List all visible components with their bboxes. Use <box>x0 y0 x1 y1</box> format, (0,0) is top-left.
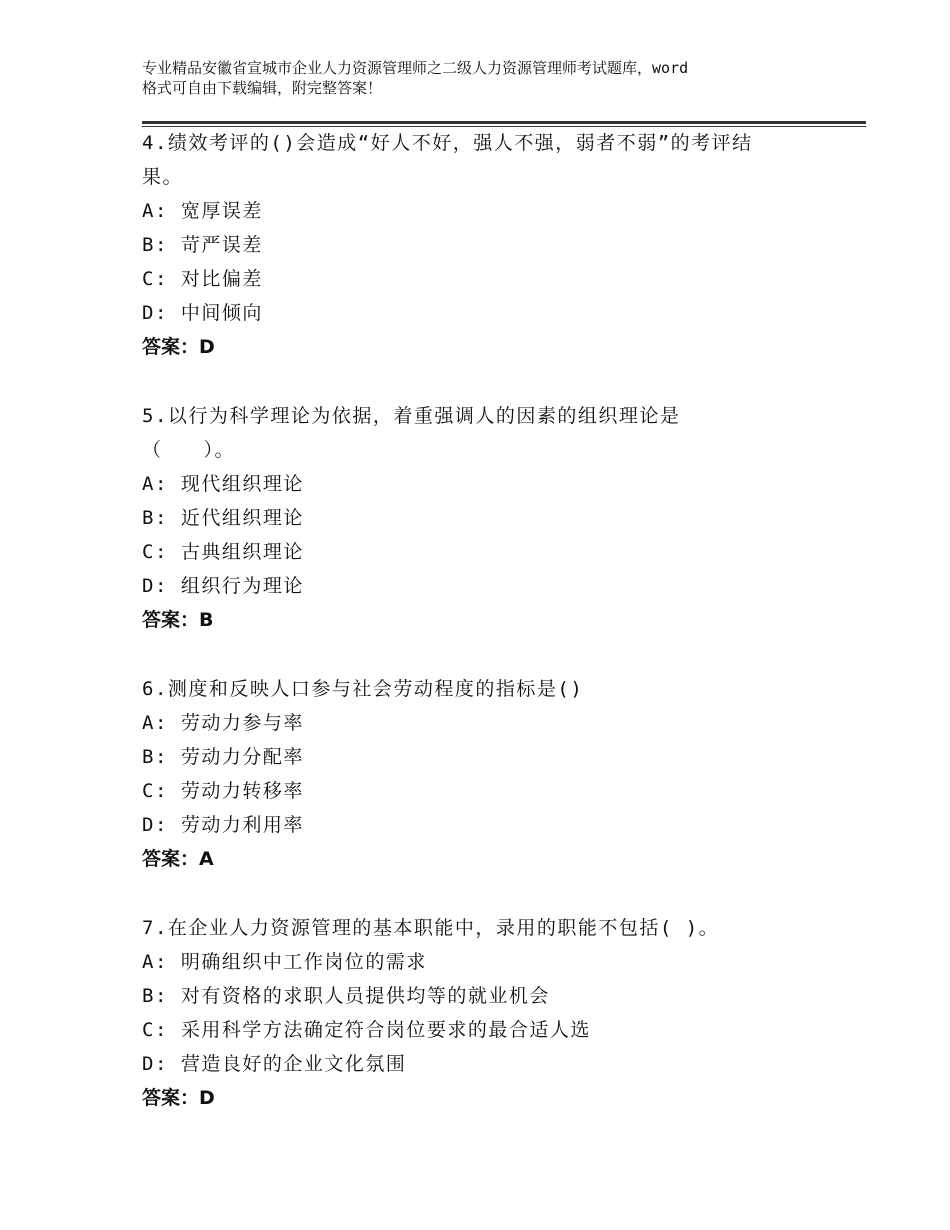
question-stem: 4.绩效考评的()会造成“好人不好，强人不强，弱者不弱”的考评结 <box>142 132 753 154</box>
option-a: A: 劳动力参与率 <box>142 712 304 734</box>
question-6 <box>142 672 822 876</box>
option-d: D: 组织行为理论 <box>142 575 304 597</box>
option-a: A: 现代组织理论 <box>142 473 304 495</box>
option-c: C: 古典组织理论 <box>142 541 304 563</box>
header-line-2: 格式可自由下载编辑，附完整答案！ <box>142 79 383 97</box>
question-4 <box>142 126 822 364</box>
option-c: C: 对比偏差 <box>142 268 263 290</box>
question-stem-continued: （ ）。 <box>142 439 236 461</box>
question-stem: 5.以行为科学理论为依据，着重强调人的因素的组织理论是 <box>142 405 681 427</box>
option-b: B: 对有资格的求职人员提供均等的就业机会 <box>142 985 550 1007</box>
header-rule-thick <box>142 121 866 124</box>
question-7 <box>142 911 822 1115</box>
option-a: A: 宽厚误差 <box>142 200 263 222</box>
answer-label: 答案：A <box>142 848 214 870</box>
option-b: B: 近代组织理论 <box>142 507 304 529</box>
answer-label: 答案：D <box>142 1087 215 1109</box>
answer-label: 答案：D <box>142 336 215 358</box>
question-stem-continued: 果。 <box>142 166 184 188</box>
option-d: D: 营造良好的企业文化氛围 <box>142 1053 407 1075</box>
question-5 <box>142 399 822 637</box>
option-b: B: 苛严误差 <box>142 234 263 256</box>
question-stem: 7.在企业人力资源管理的基本职能中，录用的职能不包括( )。 <box>142 917 720 939</box>
question-stem: 6.测度和反映人口参与社会劳动程度的指标是() <box>142 678 584 700</box>
option-b: B: 劳动力分配率 <box>142 746 304 768</box>
document-header <box>142 58 842 98</box>
option-a: A: 明确组织中工作岗位的需求 <box>142 951 427 973</box>
option-d: D: 劳动力利用率 <box>142 814 304 836</box>
option-d: D: 中间倾向 <box>142 302 263 324</box>
option-c: C: 采用科学方法确定符合岗位要求的最合适人选 <box>142 1019 591 1041</box>
header-line-1: 专业精品安徽省宣城市企业人力资源管理师之二级人力资源管理师考试题库，word <box>142 59 689 77</box>
option-c: C: 劳动力转移率 <box>142 780 304 802</box>
answer-label: 答案：B <box>142 609 214 631</box>
